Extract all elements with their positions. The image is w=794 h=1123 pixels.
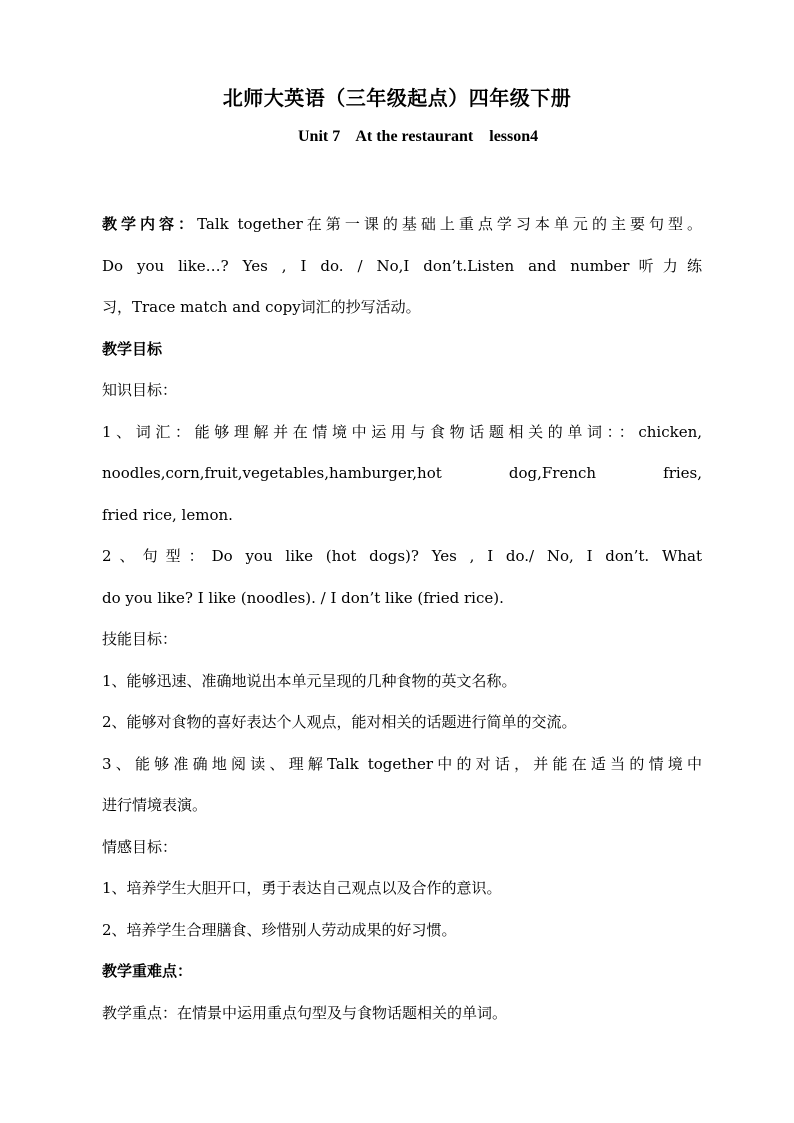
skill-item-3-line-1: 3、能够准确地阅读、理解Talk together中的对话，并能在适当的情境中 bbox=[102, 754, 702, 773]
keypoints-heading: 教学重难点： bbox=[102, 962, 193, 980]
keypoints-line-1: 教学重点：在情景中运用重点句型及与食物话题相关的单词。 bbox=[102, 1003, 508, 1022]
content-text-1: Talk together在第一课的基础上重点学习本单元的主要句型。 bbox=[197, 215, 702, 233]
content-line-3: 习，Trace match and copy词汇的抄写活动。 bbox=[102, 298, 421, 316]
emotion-item-1: 1、培养学生大胆开口，勇于表达自己观点以及合作的意识。 bbox=[102, 879, 502, 897]
content-label: 教学内容： bbox=[102, 215, 198, 233]
knowledge-heading: 知识目标： bbox=[102, 381, 178, 399]
document-subtitle: Unit 7 At the restaurant lesson4 bbox=[298, 128, 539, 145]
skill-item-3-line-2: 进行情境表演。 bbox=[102, 796, 208, 814]
content-line-2: Do you like…? Yes , I do. / No,I don’t.Listen and number听力练 bbox=[102, 256, 702, 275]
content-line-1 bbox=[102, 204, 702, 246]
knowledge-item-1-line-3: fried rice, lemon. bbox=[102, 505, 233, 524]
goals-heading: 教学目标 bbox=[102, 339, 163, 358]
document-title: 北师大英语（三年级起点）四年级下册 bbox=[222, 86, 572, 110]
skill-item-2: 2、能够对食物的喜好表达个人观点，能对相关的话题进行简单的交流。 bbox=[102, 713, 577, 731]
knowledge-item-1-line-1: 1、词汇：能够理解并在情境中运用与食物话题相关的单词：：chicken, bbox=[102, 422, 702, 441]
knowledge-item-2-line-2: do you like? I like (noodles). / I don’t like (fried rice). bbox=[102, 588, 504, 607]
emotion-item-2: 2、培养学生合理膳食、珍惜别人劳动成果的好习惯。 bbox=[102, 920, 457, 939]
knowledge-item-2-line-1: 2、句型：Do you like (hot dogs)? Yes , I do./ No, I don’t. What bbox=[102, 547, 702, 565]
skill-heading: 技能目标： bbox=[102, 630, 178, 648]
skill-item-1: 1、能够迅速、准确地说出本单元呈现的几种食物的英文名称。 bbox=[102, 671, 517, 690]
document-body bbox=[102, 204, 702, 1034]
emotion-heading: 情感目标： bbox=[102, 837, 178, 856]
knowledge-item-1-line-2: noodles,corn,fruit,vegetables,hamburger,hot dog,French fries, bbox=[102, 464, 702, 482]
